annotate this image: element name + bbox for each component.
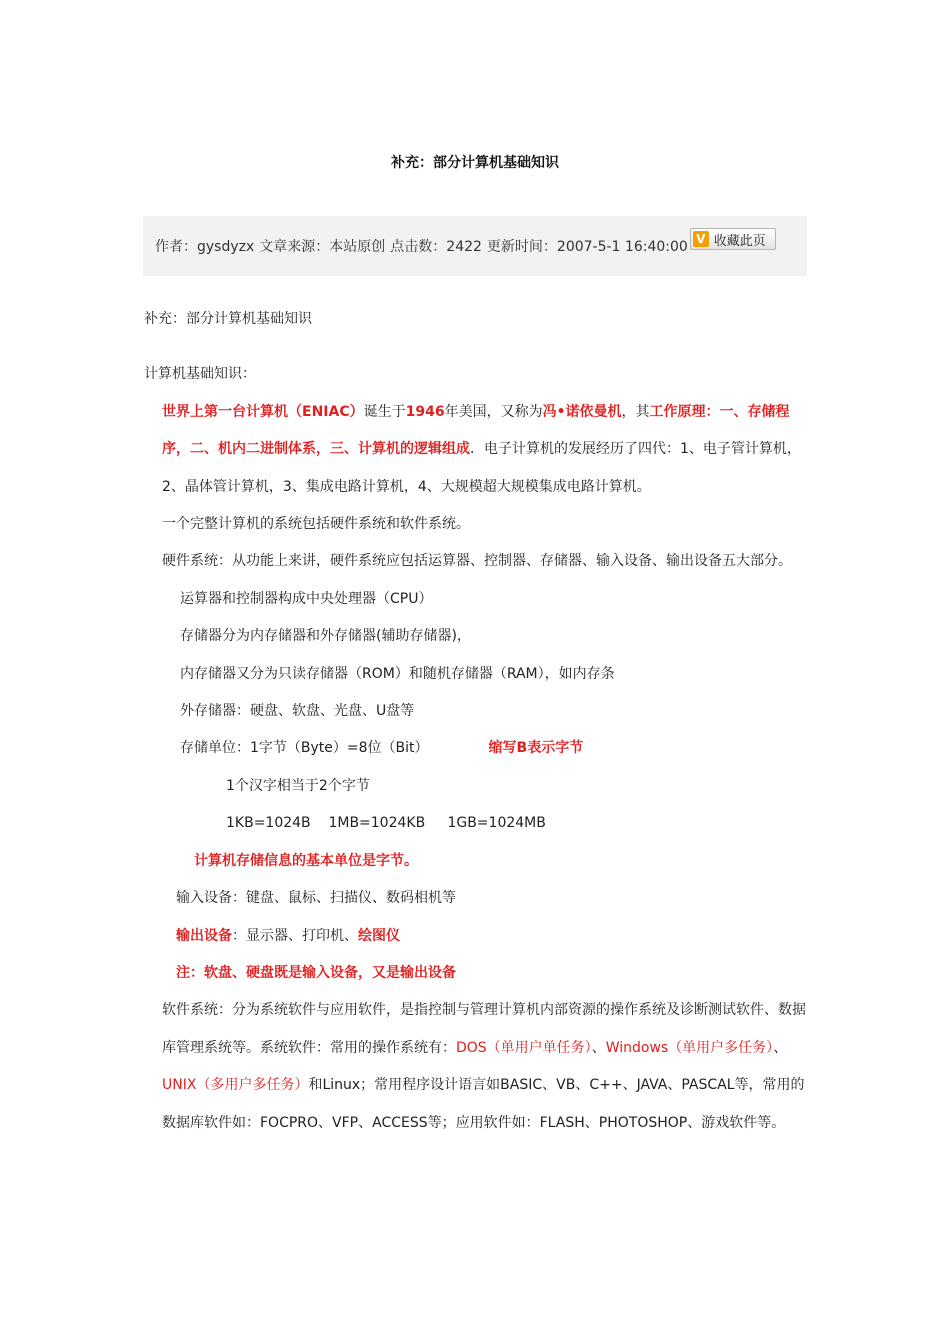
byte-note: 缩写B表示字节	[488, 740, 584, 757]
list-item-input: 输入设备：键盘、鼠标、扫描仪、数码相机等	[176, 890, 456, 907]
click-count-text: 点击数：2422	[390, 239, 482, 255]
article-body	[144, 301, 810, 1142]
body-subheading: 计算机基础知识：	[144, 366, 256, 383]
paragraph-system: 一个完整计算机的系统包括硬件系统和软件系统。	[162, 516, 470, 533]
bookmark-v-icon: V	[693, 231, 709, 247]
list-item-units: 1KB=1024B 1MB=1024KB 1GB=1024MB	[226, 815, 546, 832]
list-item-note: 注：软盘、硬盘既是输入设备，又是输出设备	[176, 964, 456, 981]
document-title: 补充：部分计算机基础知识	[391, 155, 559, 171]
list-item-memory: 存储器分为内存储器和外存储器(辅助存储器)，	[180, 628, 471, 645]
list-item-output: 输出设备：显示器、打印机、绘图仪	[176, 927, 400, 944]
article-meta-bar	[143, 216, 807, 276]
paragraph-hardware: 硬件系统：从功能上来讲，硬件系统应包括运算器、控制器、存储器、输入设备、输出设备五大部分。	[162, 553, 792, 570]
source-text: 文章来源：本站原创	[259, 239, 386, 255]
body-heading: 补充：部分计算机基础知识	[144, 311, 312, 327]
update-time-text: 更新时间：2007-5-1 16:40:00	[486, 239, 688, 255]
list-item-storage-unit: 存储单位：1字节（Byte）=8位（Bit） 缩写B表示字节	[180, 740, 584, 757]
paragraph-history: 世界上第一台计算机（ENIAC）诞生于1946年美国，又称为冯•诺依曼机，其工作原理：一、存储程序，二、机内二进制体系，三、计算机的逻辑组成．电子计算机的发展经历了四代：1、电子管计算机，2、晶体管计算机，3、集成电路计算机，4、大规模超大规模集成电路计算机。	[162, 403, 801, 495]
list-item-external-memory: 外存储器：硬盘、软盘、光盘、U盘等	[180, 703, 415, 720]
list-item-basic-unit: 计算机存储信息的基本单位是字节。	[194, 852, 418, 869]
author-text: 作者：gysdyzx	[155, 239, 255, 255]
bookmark-label: 收藏此页	[713, 233, 766, 249]
list-item-chinese-char: 1个汉字相当于2个字节	[226, 777, 370, 794]
list-item-cpu: 运算器和控制器构成中央处理器（CPU）	[180, 590, 433, 607]
paragraph-software: 软件系统：分为系统软件与应用软件，是指控制与管理计算机内部资源的操作系统及诊断测试软件、数据库管理系统等。系统软件：常用的操作系统有：DOS（单用户单任务）、Windows（单用户多任务）、UNIX（多用户多任务）和Linux；常用程序设计语言如BASIC、VB、C++、JAVA、PASCAL等，常用的数据库软件如：FOCPRO、VFP、ACCESS等；应用软件如：FLASH、PHOTOSHOP、游戏软件等。	[162, 1002, 806, 1131]
bookmark-page-button[interactable]	[690, 228, 776, 250]
list-item-internal-memory: 内存储器又分为只读存储器（ROM）和随机存储器（RAM），如内存条	[180, 665, 615, 682]
